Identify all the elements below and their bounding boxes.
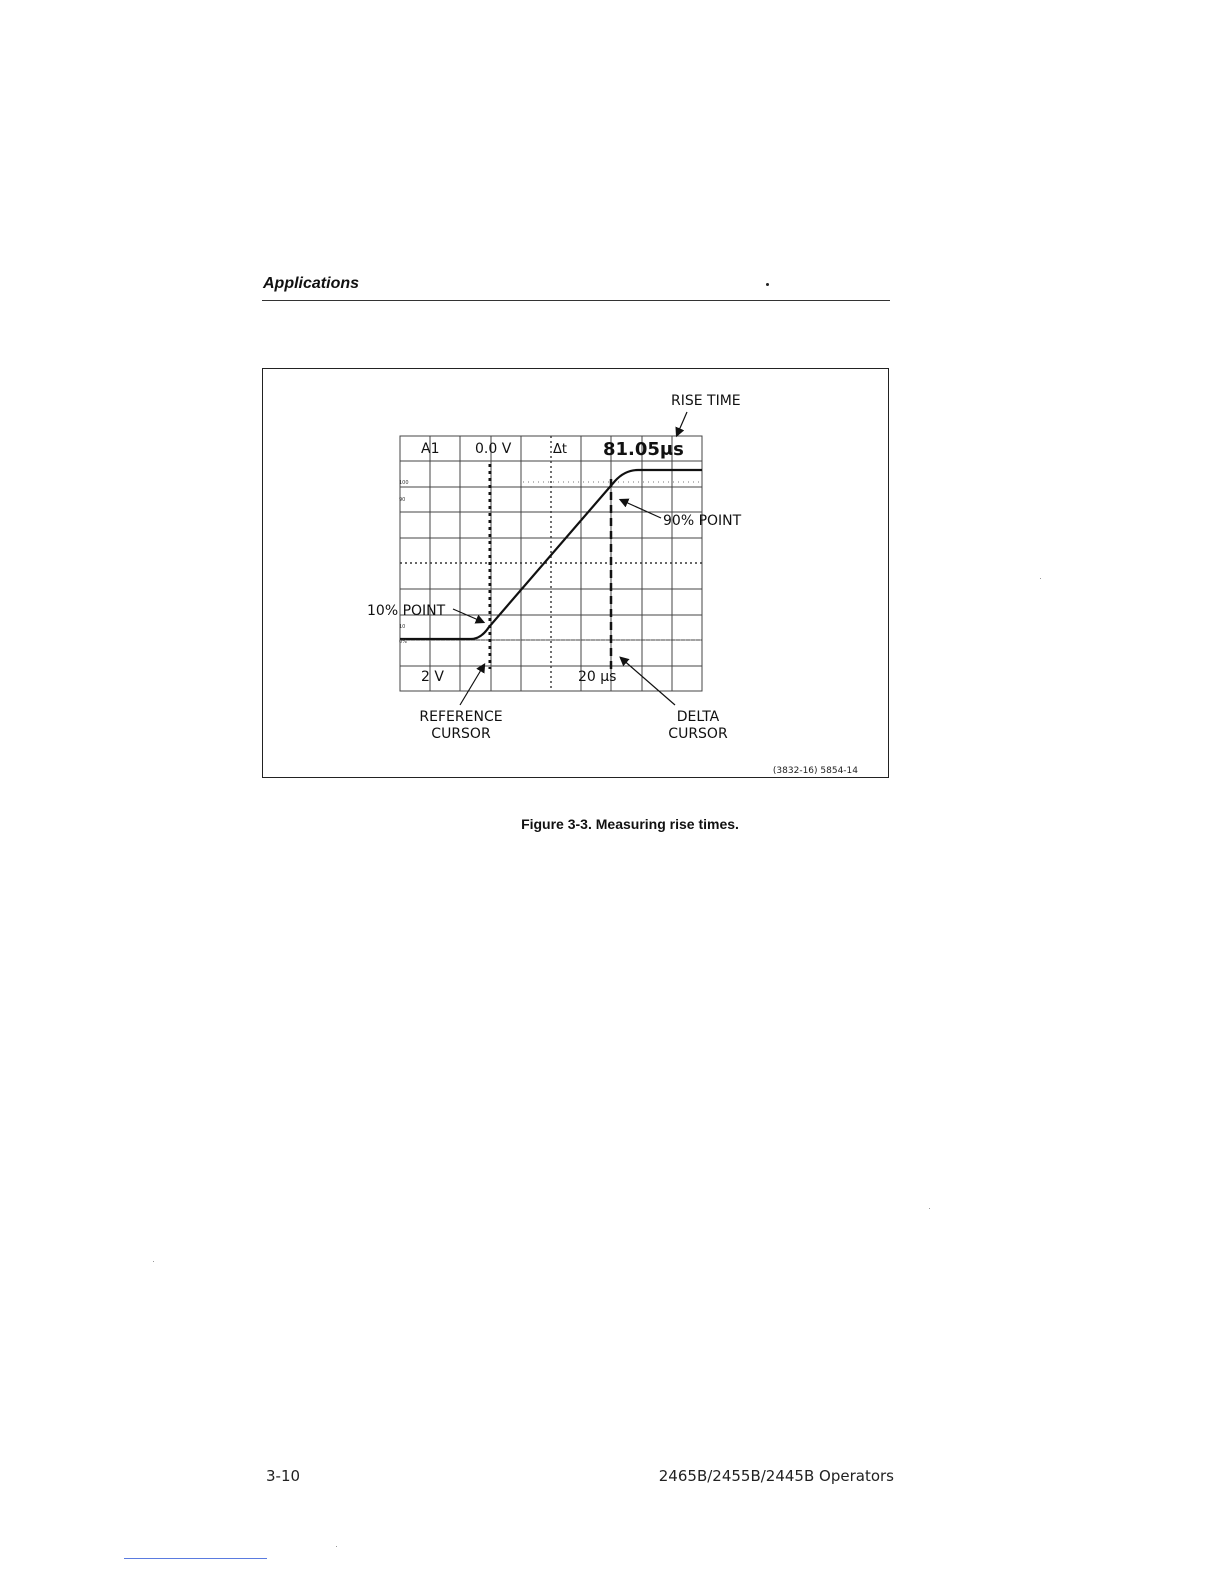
graticule-mark-90: 90 <box>399 497 406 503</box>
delta-value-readout: 81.05μs <box>603 439 684 460</box>
time-per-div-readout: 20 μs <box>578 669 617 685</box>
delta-cursor-label-line1: DELTA <box>676 709 720 725</box>
scan-speck <box>1040 578 1041 579</box>
reference-cursor-label-line1: REFERENCE <box>419 709 503 725</box>
delta-cursor-arrow <box>621 658 675 705</box>
scan-speck <box>336 1546 337 1547</box>
graticule-mark-100: 100 <box>399 480 409 486</box>
header-rule <box>262 300 890 301</box>
scan-speck <box>929 1208 930 1209</box>
rise-time-arrow <box>677 412 687 435</box>
ten-point-label: 10% POINT <box>367 603 446 619</box>
section-title: Applications <box>263 275 360 292</box>
figure-frame <box>262 368 889 778</box>
graticule-center-axes <box>400 436 702 691</box>
graticule-mark-0: 0% <box>399 639 407 645</box>
ninety-point-arrow <box>621 500 661 518</box>
scan-speck <box>153 1261 154 1262</box>
page-number: 3-10 <box>266 1467 301 1485</box>
reference-cursor-arrow <box>460 665 484 705</box>
rise-time-label: RISE TIME <box>671 393 741 409</box>
manual-title: 2465B/2455B/2445B Operators <box>658 1467 894 1485</box>
graticule-mark-10: 10 <box>399 624 406 630</box>
rise-waveform <box>400 470 702 639</box>
channel-readout: A1 <box>421 441 440 457</box>
figure-caption: Figure 3-3. Measuring rise times. <box>521 816 739 832</box>
offset-readout: 0.0 V <box>475 441 512 457</box>
volts-per-div-readout: 2 V <box>421 669 444 685</box>
figure-id-label: (3832-16) 5854-14 <box>772 766 858 776</box>
reference-cursor-label-line2: CURSOR <box>431 726 491 742</box>
delta-cursor-label-line2: CURSOR <box>668 726 728 742</box>
header-dot <box>766 283 769 286</box>
delta-symbol: Δt <box>553 442 567 457</box>
oscilloscope-illustration <box>263 369 890 779</box>
ninety-point-label: 90% POINT <box>663 513 742 529</box>
scan-edge-line <box>124 1558 267 1559</box>
